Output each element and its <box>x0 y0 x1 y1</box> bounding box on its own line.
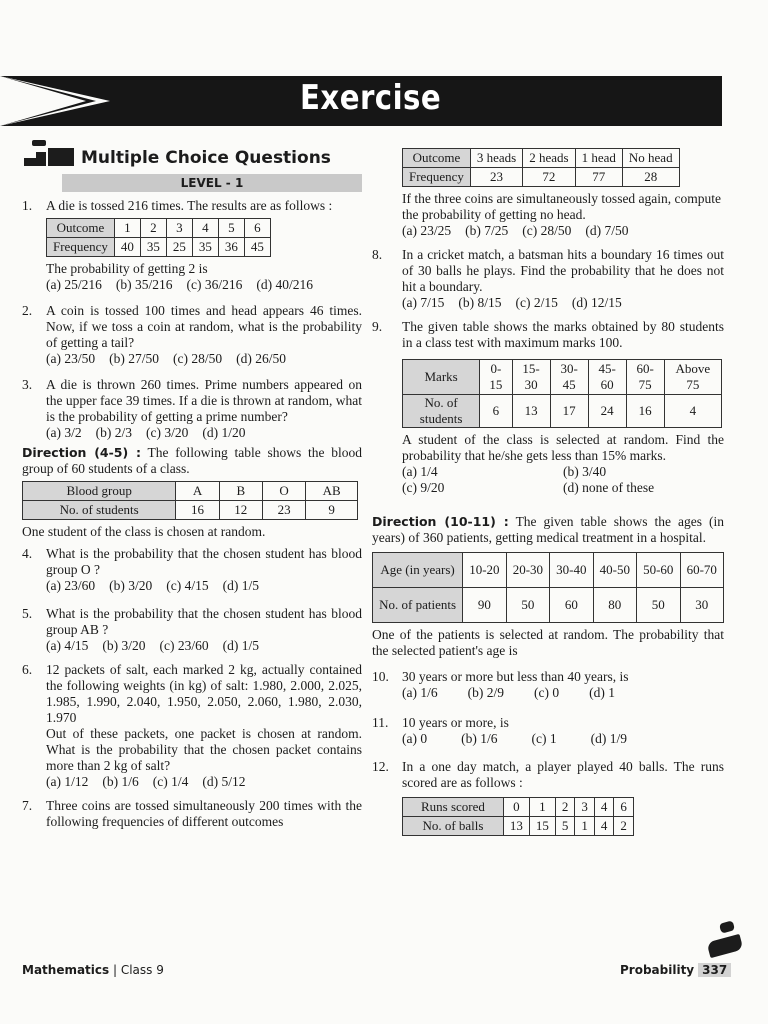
table-cell: 36 <box>218 238 244 257</box>
question-11 <box>372 715 724 747</box>
table-cell: 2 <box>614 817 634 836</box>
table-cell: 17 <box>550 395 588 428</box>
exercise-title: Exercise <box>300 78 442 118</box>
option-d: (d) 1/5 <box>222 578 259 593</box>
question-text-2: Out of these packets, one packet is chosen at random. What is the probability that the chosen packet contains more than 2 kg of salt? <box>46 726 362 773</box>
question-text: What is the probability that the chosen student has blood group AB ? <box>46 606 362 637</box>
option-d: (d) 1/20 <box>202 425 246 440</box>
direction-10-11 <box>372 514 724 546</box>
option-d: (d) 5/12 <box>202 774 246 789</box>
question-followup: A student of the class is selected at random. Find the probability that he/she gets less than 15% marks. <box>402 432 724 463</box>
question-7 <box>22 798 362 830</box>
direction-label: Direction (4-5) : <box>22 445 141 460</box>
option-a: (a) 23/60 <box>46 578 96 593</box>
table-cell: 30-40 <box>550 553 593 588</box>
option-b: (b) 27/50 <box>109 351 159 366</box>
options <box>46 638 362 654</box>
table-cell: 0-15 <box>480 360 512 395</box>
question-text: In a cricket match, a batsman hits a boundary 16 times out of 30 balls he plays. Find the probability that he does not hit a boundary. <box>402 247 724 294</box>
table-cell: 77 <box>575 168 622 187</box>
table-cell: 12 <box>219 501 262 520</box>
table-cell: 30-45 <box>550 360 588 395</box>
question-5 <box>22 606 362 654</box>
option-c: (c) 9/20 <box>402 480 445 495</box>
table-cell: 80 <box>593 588 636 623</box>
mcq-heading-text: Multiple Choice Questions <box>81 148 331 168</box>
table-cell: 3 <box>575 798 595 817</box>
options <box>46 774 362 790</box>
mcq-heading <box>22 146 362 170</box>
option-c: (c) 1 <box>531 731 557 746</box>
question-2 <box>22 303 362 367</box>
table-cell: 4 <box>594 798 614 817</box>
question-number: 5. <box>22 606 33 621</box>
table-cell: 25 <box>166 238 192 257</box>
option-d: (d) 1 <box>589 685 615 700</box>
table-cell: 45-60 <box>588 360 626 395</box>
question-text: 12 packets of salt, each marked 2 kg, actually contained the following weights (in kg) of salt: 1.980, 2.000, 2.025, 1.985, 1.990, 2.040, 1.950, 2.050, 2.060, 1.980, 2.030, 1.970 <box>46 662 362 725</box>
options <box>46 277 362 293</box>
table-row-label: Blood group <box>23 482 176 501</box>
table-cell: O <box>262 482 305 501</box>
q1-table <box>46 218 271 257</box>
question-number: 12. <box>372 759 389 774</box>
question-number: 8. <box>372 247 383 262</box>
question-number: 6. <box>22 662 33 677</box>
question-9 <box>372 319 724 496</box>
right-column <box>372 146 724 840</box>
options <box>46 425 362 441</box>
options <box>402 295 724 311</box>
table-row-label: Outcome <box>47 219 115 238</box>
option-d: (d) 12/15 <box>571 295 622 310</box>
table-cell: 35 <box>192 238 218 257</box>
option-a: (a) 7/15 <box>402 295 445 310</box>
direction-followup: One student of the class is chosen at random. <box>22 524 266 539</box>
table-cell: 2 heads <box>523 149 575 168</box>
question-text: 30 years or more but less than 40 years, is <box>402 669 629 684</box>
option-a: (a) 3/2 <box>46 425 82 440</box>
footer-right <box>620 963 731 977</box>
option-d: (d) 1/5 <box>222 638 259 653</box>
table-row-label: Marks <box>403 360 480 395</box>
table-cell: 90 <box>463 588 506 623</box>
table-cell: 23 <box>262 501 305 520</box>
question-text: In a one day match, a player played 40 balls. The runs scored are as follows : <box>402 759 724 790</box>
table-cell: 13 <box>512 395 550 428</box>
page-number: 337 <box>698 963 731 977</box>
table-cell: 60-75 <box>626 360 664 395</box>
option-c: (c) 36/216 <box>186 277 243 292</box>
decorative-swoosh-icon <box>707 934 744 958</box>
option-a: (a) 0 <box>402 731 428 746</box>
direction-text: The given table shows the ages (in years) of 360 patients, getting medical treatment in a hospital. <box>372 514 724 545</box>
table-cell: 20-30 <box>506 553 549 588</box>
table-cell: 4 <box>664 395 721 428</box>
marks-table <box>402 359 722 428</box>
banner-chevron-gap <box>0 76 86 126</box>
table-cell: 15 <box>529 817 555 836</box>
option-b: (b) 35/216 <box>115 277 173 292</box>
footer-left <box>22 963 164 977</box>
table-cell: 2 <box>555 798 575 817</box>
table-cell: 6 <box>480 395 512 428</box>
table-cell: 1 <box>575 817 595 836</box>
option-c: (c) 2/15 <box>515 295 558 310</box>
option-a: (a) 25/216 <box>46 277 102 292</box>
level-label: LEVEL - 1 <box>62 174 362 192</box>
question-number: 10. <box>372 669 389 684</box>
table-cell: 15-30 <box>512 360 550 395</box>
table-cell: 4 <box>594 817 614 836</box>
options <box>402 223 724 239</box>
runs-table <box>402 797 634 836</box>
table-cell: 1 <box>114 219 140 238</box>
option-c: (c) 4/15 <box>166 578 209 593</box>
option-a: (a) 1/6 <box>402 685 438 700</box>
direction-label: Direction (10-11) : <box>372 514 509 529</box>
option-a: (a) 1/12 <box>46 774 89 789</box>
options <box>46 351 362 367</box>
table-cell: 5 <box>555 817 575 836</box>
table-cell: 45 <box>244 238 270 257</box>
blood-group-table <box>22 481 358 520</box>
table-cell: 1 head <box>575 149 622 168</box>
question-followup: If the three coins are simultaneously tossed again, compute the probability of getting no head. <box>402 191 722 222</box>
table-row-label: Age (in years) <box>373 553 463 588</box>
option-b: (b) 1/6 <box>102 774 139 789</box>
question-text: Three coins are tossed simultaneously 200 times with the following frequencies of different outcomes <box>46 798 362 829</box>
option-a: (a) 23/25 <box>402 223 452 238</box>
question-7-continued <box>372 148 724 239</box>
options <box>402 685 724 701</box>
table-cell: 3 heads <box>470 149 522 168</box>
question-number: 4. <box>22 546 33 561</box>
ages-table <box>372 552 724 623</box>
decorative-swoosh-icon <box>719 920 735 933</box>
table-cell: 16 <box>626 395 664 428</box>
table-cell: 28 <box>622 168 679 187</box>
table-row-label: Outcome <box>403 149 471 168</box>
table-cell: 50 <box>506 588 549 623</box>
option-d: (d) none of these <box>563 480 655 495</box>
question-followup: The probability of getting 2 is <box>46 261 208 276</box>
question-text: A coin is tossed 100 times and head appears 46 times. Now, if we toss a coin at random, what is the probability of getting a tail? <box>46 303 362 350</box>
direction-followup: One of the patients is selected at random. The probability that the selected patient's age is <box>372 627 724 658</box>
question-number: 2. <box>22 303 33 318</box>
table-cell: 9 <box>306 501 358 520</box>
footer-separator: | <box>109 963 121 977</box>
table-row-label: Runs scored <box>403 798 504 817</box>
option-b: (b) 7/25 <box>465 223 509 238</box>
table-cell: B <box>219 482 262 501</box>
option-b: (b) 3/20 <box>102 638 146 653</box>
option-d: (d) 1/9 <box>590 731 627 746</box>
table-cell: 13 <box>503 817 529 836</box>
option-c: (c) 23/60 <box>159 638 209 653</box>
question-text: What is the probability that the chosen student has blood group O ? <box>46 546 362 577</box>
option-d: (d) 40/216 <box>256 277 313 292</box>
table-cell: 6 <box>614 798 634 817</box>
table-cell: 40 <box>114 238 140 257</box>
option-b: (b) 1/6 <box>461 731 498 746</box>
table-row-label: No. of students <box>403 395 480 428</box>
question-number: 7. <box>22 798 33 813</box>
table-cell: No head <box>622 149 679 168</box>
table-cell: 0 <box>503 798 529 817</box>
table-row-label: No. of patients <box>373 588 463 623</box>
option-b: (b) 8/15 <box>458 295 502 310</box>
question-number: 1. <box>22 198 33 213</box>
table-cell: 72 <box>523 168 575 187</box>
table-cell: 60-70 <box>680 553 724 588</box>
option-c: (c) 3/20 <box>145 425 189 440</box>
left-column <box>22 146 362 834</box>
options <box>46 578 362 594</box>
option-a: (a) 4/15 <box>46 638 89 653</box>
question-number: 9. <box>372 319 383 334</box>
table-cell: Above 75 <box>664 360 721 395</box>
question-number: 3. <box>22 377 33 392</box>
mcq-icon <box>22 146 77 170</box>
table-cell: 5 <box>218 219 244 238</box>
table-cell: 6 <box>244 219 270 238</box>
table-cell: 3 <box>166 219 192 238</box>
question-8 <box>372 247 724 311</box>
table-cell: 2 <box>140 219 166 238</box>
question-3 <box>22 377 362 441</box>
options <box>402 464 724 496</box>
option-c: (c) 1/4 <box>152 774 189 789</box>
question-10 <box>372 669 724 701</box>
option-a: (a) 23/50 <box>46 351 96 366</box>
question-12 <box>372 759 724 836</box>
table-cell: 23 <box>470 168 522 187</box>
table-row-label: Frequency <box>403 168 471 187</box>
option-b: (b) 2/3 <box>95 425 132 440</box>
table-cell: 60 <box>550 588 593 623</box>
table-cell: 24 <box>588 395 626 428</box>
direction-text: The following table shows the blood group of 60 students of a class. <box>22 445 363 476</box>
question-text: A die is thrown 260 times. Prime numbers appeared on the upper face 39 times. If a die is thrown at random, what is the probability of getting a prime number? <box>46 377 362 424</box>
option-b: (b) 3/20 <box>109 578 153 593</box>
footer-class: Class 9 <box>120 963 164 977</box>
q7-table <box>402 148 680 187</box>
question-6 <box>22 662 362 790</box>
table-row-label: No. of students <box>23 501 176 520</box>
table-cell: A <box>176 482 219 501</box>
question-text: 10 years or more, is <box>402 715 509 730</box>
option-d: (d) 26/50 <box>236 351 286 366</box>
table-cell: 30 <box>680 588 724 623</box>
table-cell: 50-60 <box>637 553 680 588</box>
table-cell: 10-20 <box>463 553 506 588</box>
options <box>402 731 724 747</box>
option-c: (c) 0 <box>533 685 560 700</box>
option-a: (a) 1/4 <box>402 464 438 479</box>
question-text: A die is tossed 216 times. The results are as follows : <box>46 198 333 213</box>
option-b: (b) 2/9 <box>467 685 504 700</box>
footer-subject: Mathematics <box>22 963 110 977</box>
table-cell: 50 <box>637 588 680 623</box>
footer-chapter: Probability <box>620 963 695 977</box>
table-cell: 1 <box>529 798 555 817</box>
question-1 <box>22 198 362 293</box>
table-cell: AB <box>306 482 358 501</box>
question-4 <box>22 546 362 594</box>
table-cell: 35 <box>140 238 166 257</box>
table-cell: 16 <box>176 501 219 520</box>
option-c: (c) 28/50 <box>522 223 572 238</box>
table-row-label: No. of balls <box>403 817 504 836</box>
option-c: (c) 28/50 <box>172 351 223 366</box>
option-b: (b) 3/40 <box>563 464 607 479</box>
option-d: (d) 7/50 <box>585 223 629 238</box>
question-number: 11. <box>372 715 389 730</box>
table-cell: 40-50 <box>593 553 636 588</box>
table-cell: 4 <box>192 219 218 238</box>
direction-4-5 <box>22 445 362 477</box>
question-text: The given table shows the marks obtained by 80 students in a class test with maximum marks 100. <box>402 319 724 350</box>
table-row-label: Frequency <box>47 238 115 257</box>
